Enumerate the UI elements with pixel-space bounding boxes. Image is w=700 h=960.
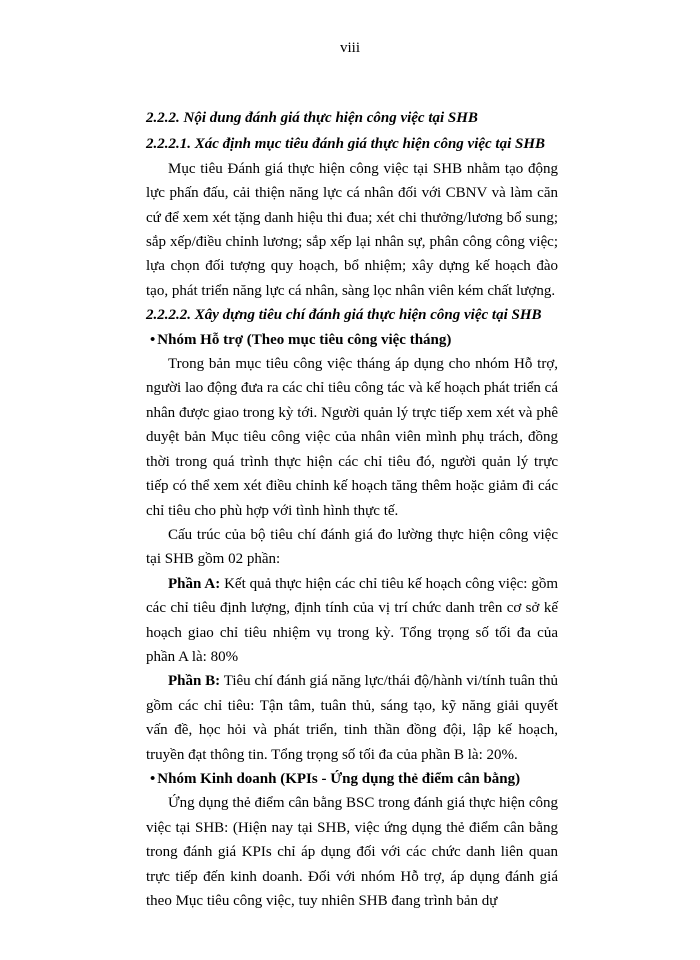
part-a-label: Phần A: [168, 575, 221, 592]
paragraph-support-2: Cấu trúc của bộ tiêu chí đánh giá đo lường thực hiện công việc tại SHB gồm 02 phần: [146, 526, 558, 568]
section-heading-2-2-2-2: 2.2.2.2. Xây dựng tiêu chí đánh giá thực hiện công việc tại SHB [146, 307, 542, 324]
section-heading-2-2-2-1: 2.2.2.1. Xác định mục tiêu đánh giá thực hiện công việc tại SHB [146, 136, 546, 153]
bullet-support-label: Nhóm Hỗ trợ (Theo mục tiêu công việc tháng) [157, 331, 452, 348]
bullet-business-label: Nhóm Kinh doanh (KPIs - Ứng dụng thẻ điểm cân bằng) [157, 770, 521, 787]
bullet-icon: • [150, 770, 156, 787]
paragraph-part-b [146, 669, 558, 767]
bullet-business-group [146, 767, 558, 791]
bullet-support-group [146, 328, 558, 352]
part-a-text: Kết quả thực hiện các chỉ tiêu kế hoạch công việc: gồm các chỉ tiêu định lượng, định tính của vị trí chức danh trên cơ sở kế hoạch giao chỉ tiêu nhiệm vụ trong kỳ. Tổng trọng số tối đa của phần A là: 80% [146, 575, 558, 665]
page-number: viii [339, 40, 360, 56]
paragraph-part-a [146, 572, 558, 670]
paragraph-support-1: Trong bản mục tiêu công việc tháng áp dụng cho nhóm Hỗ trợ, người lao động đưa ra các chỉ tiêu công tác và kế hoạch phát triển cá nhân được giao trong kỳ tới. Người quản lý trực tiếp xem xét và phê duyệt bản Mục tiêu công việc của nhân viên mình phụ trách, đồng thời trong quá trình thực hiện các chỉ tiêu đó, người quản lý trực tiếp có thể xem xét điều chỉnh kế hoạch tăng thêm hoặc giảm đi các chỉ tiêu cho phù hợp với tình hình thực tế. [146, 356, 558, 519]
section-heading-2-2-2: 2.2.2. Nội dung đánh giá thực hiện công việc tại SHB [146, 110, 478, 126]
part-b-label: Phần B: [168, 673, 221, 690]
part-b-text: Tiêu chí đánh giá năng lực/thái độ/hành vi/tính tuân thủ gồm các chỉ tiêu: Tận tâm, tuân thủ, sáng tạo, kỹ năng giải quyết vấn đề, học hỏi và phát triển, tinh thần đồng đội, lập kế hoạch, truyền đạt thông tin. Tổng trọng số tối đa của phần B là: 20%. [146, 673, 558, 763]
paragraph-business: Ứng dụng thẻ điểm cân bằng BSC trong đánh giá thực hiện công việc tại SHB: (Hiện nay tại SHB, việc ứng dụng thẻ điểm cân bằng trong đánh giá KPIs chỉ áp dụng đối với các chức danh liên quan trực tiếp đến kinh doanh. Đối với nhóm Hỗ trợ, áp dụng đánh giá theo Mục tiêu công việc, tuy nhiên SHB đang trình bản dự [146, 795, 558, 909]
paragraph-objective: Mục tiêu Đánh giá thực hiện công việc tại SHB nhằm tạo động lực phấn đấu, cải thiện năng lực cá nhân đối với CBNV và làm căn cứ để xem xét tặng danh hiệu thi đua; xét chi thưởng/lương bổ sung; sắp xếp/điều chỉnh lương; sắp xếp lại nhân sự, phân công công việc; lựa chọn đối tượng quy hoạch, bổ nhiệm; xây dựng kế hoạch đào tạo, phát triển năng lực cá nhân, sàng lọc nhân viên kém chất lượng. [146, 160, 558, 299]
document-body [146, 106, 558, 913]
bullet-icon: • [150, 331, 156, 348]
